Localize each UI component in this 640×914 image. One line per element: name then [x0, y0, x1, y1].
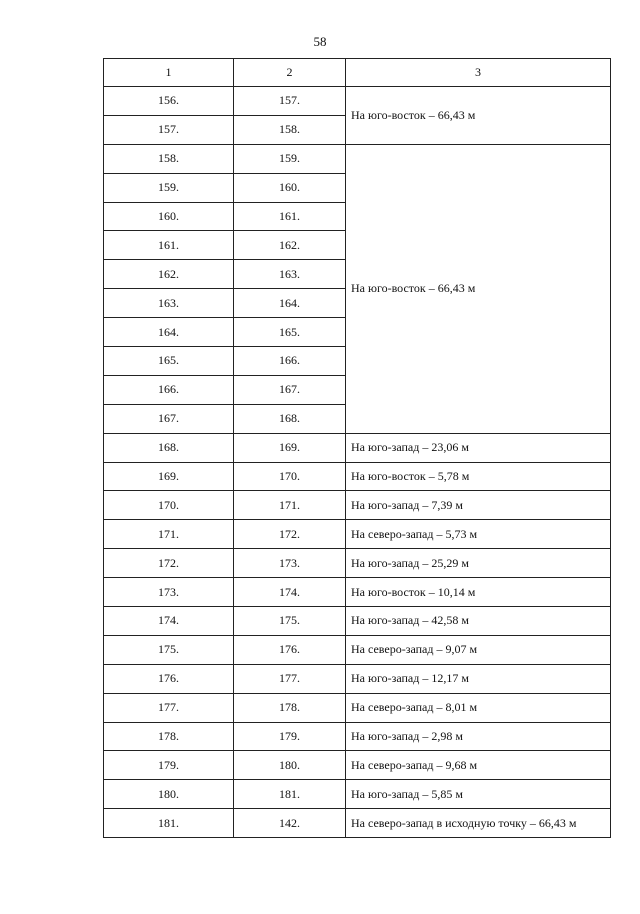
point-to: 168.: [234, 404, 346, 433]
point-to: 172.: [234, 520, 346, 549]
point-to: 178.: [234, 693, 346, 722]
point-to: 170.: [234, 462, 346, 491]
direction-distance: На юго-запад – 2,98 м: [346, 722, 611, 751]
point-from: 166.: [104, 375, 234, 404]
direction-distance: На северо-запад – 9,07 м: [346, 635, 611, 664]
table-row: [104, 722, 611, 751]
point-from: 171.: [104, 520, 234, 549]
table-row: [104, 780, 611, 809]
point-from: 168.: [104, 433, 234, 462]
point-to: 161.: [234, 202, 346, 231]
direction-distance: На юго-запад – 7,39 м: [346, 491, 611, 520]
table-row: [104, 462, 611, 491]
point-from: 156.: [104, 87, 234, 116]
table-row: [104, 87, 611, 116]
point-from: 174.: [104, 607, 234, 636]
column-header: 3: [346, 59, 611, 87]
point-to: 175.: [234, 607, 346, 636]
point-from: 167.: [104, 404, 234, 433]
point-to: 177.: [234, 664, 346, 693]
point-from: 169.: [104, 462, 234, 491]
point-to: 157.: [234, 87, 346, 116]
point-to: 164.: [234, 289, 346, 318]
direction-distance: На северо-запад – 5,73 м: [346, 520, 611, 549]
point-to: 176.: [234, 635, 346, 664]
point-to: 174.: [234, 578, 346, 607]
table-row: [104, 635, 611, 664]
point-to: 180.: [234, 751, 346, 780]
table-row: [104, 520, 611, 549]
point-from: 165.: [104, 347, 234, 376]
table-row: [104, 144, 611, 173]
point-to: 162.: [234, 231, 346, 260]
table-row: [104, 809, 611, 838]
point-from: 164.: [104, 318, 234, 347]
point-to: 169.: [234, 433, 346, 462]
direction-distance: На юго-восток – 66,43 м: [346, 87, 611, 145]
point-from: 159.: [104, 173, 234, 202]
point-to: 171.: [234, 491, 346, 520]
table-row: [104, 491, 611, 520]
boundary-table: [103, 58, 611, 838]
direction-distance: На юго-запад – 23,06 м: [346, 433, 611, 462]
point-to: 160.: [234, 173, 346, 202]
direction-distance: На юго-восток – 10,14 м: [346, 578, 611, 607]
point-to: 163.: [234, 260, 346, 289]
header-row: [104, 59, 611, 87]
page-number: 58: [313, 34, 327, 49]
direction-distance: На юго-запад – 5,85 м: [346, 780, 611, 809]
point-from: 172.: [104, 549, 234, 578]
point-to: 158.: [234, 115, 346, 144]
table-row: [104, 549, 611, 578]
table-row: [104, 607, 611, 636]
point-from: 160.: [104, 202, 234, 231]
column-header: 1: [104, 59, 234, 87]
point-from: 161.: [104, 231, 234, 260]
direction-distance: На юго-восток – 5,78 м: [346, 462, 611, 491]
direction-distance: На северо-запад – 8,01 м: [346, 693, 611, 722]
point-from: 173.: [104, 578, 234, 607]
point-from: 179.: [104, 751, 234, 780]
point-to: 166.: [234, 347, 346, 376]
direction-distance: На юго-запад – 42,58 м: [346, 607, 611, 636]
table-row: [104, 751, 611, 780]
direction-distance: На северо-запад – 9,68 м: [346, 751, 611, 780]
point-from: 176.: [104, 664, 234, 693]
point-from: 178.: [104, 722, 234, 751]
point-from: 158.: [104, 144, 234, 173]
point-from: 163.: [104, 289, 234, 318]
point-to: 167.: [234, 375, 346, 404]
point-from: 180.: [104, 780, 234, 809]
table-row: [104, 433, 611, 462]
column-header: 2: [234, 59, 346, 87]
direction-distance: На северо-запад в исходную точку – 66,43 м: [346, 809, 611, 838]
table-row: [104, 664, 611, 693]
point-from: 157.: [104, 115, 234, 144]
direction-distance: На юго-запад – 12,17 м: [346, 664, 611, 693]
point-to: 142.: [234, 809, 346, 838]
table-row: [104, 578, 611, 607]
direction-distance: На юго-восток – 66,43 м: [346, 144, 611, 433]
point-to: 165.: [234, 318, 346, 347]
direction-distance: На юго-запад – 25,29 м: [346, 549, 611, 578]
point-from: 175.: [104, 635, 234, 664]
point-from: 177.: [104, 693, 234, 722]
table-row: [104, 693, 611, 722]
point-to: 173.: [234, 549, 346, 578]
point-to: 181.: [234, 780, 346, 809]
point-to: 159.: [234, 144, 346, 173]
point-from: 170.: [104, 491, 234, 520]
point-from: 162.: [104, 260, 234, 289]
point-from: 181.: [104, 809, 234, 838]
point-to: 179.: [234, 722, 346, 751]
